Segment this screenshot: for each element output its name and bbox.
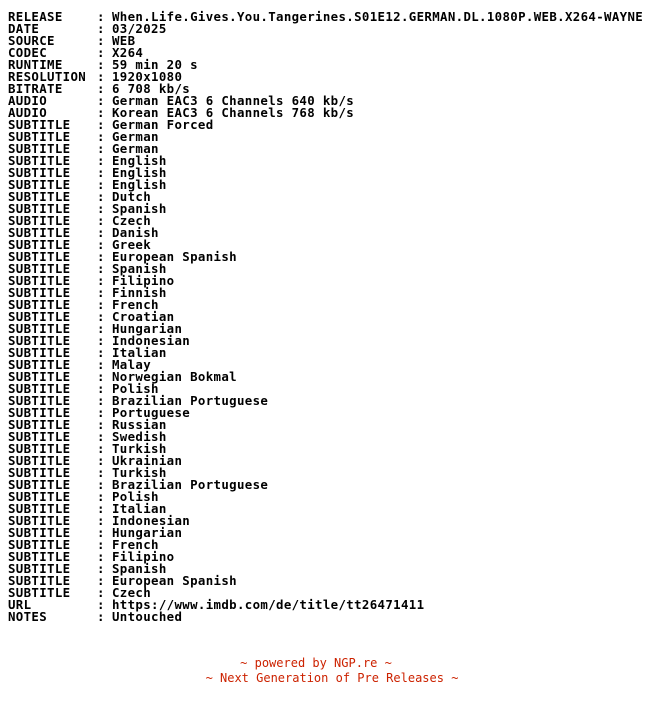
nfo-row-separator: : xyxy=(97,465,105,480)
nfo-row-value: German EAC3 6 Channels 640 kb/s xyxy=(112,93,355,108)
nfo-row-separator: : xyxy=(97,525,105,540)
nfo-row-separator: : xyxy=(97,69,105,84)
nfo-row-separator: : xyxy=(97,9,105,24)
nfo-row-key: SUBTITLE xyxy=(8,441,71,456)
nfo-row-value: 1920x1080 xyxy=(112,69,183,84)
nfo-row-value: German xyxy=(112,129,159,144)
nfo-row-separator: : xyxy=(97,285,105,300)
footer-tagline: ~ Next Generation of Pre Releases ~ xyxy=(205,671,459,685)
nfo-row-key: SUBTITLE xyxy=(8,465,71,480)
nfo-row-separator: : xyxy=(97,369,105,384)
footer-powered-by: ~ powered by NGP.re ~ xyxy=(240,656,392,670)
nfo-row-key: SUBTITLE xyxy=(8,381,71,396)
nfo-row-separator: : xyxy=(97,357,105,372)
nfo-row-key: SUBTITLE xyxy=(8,213,71,228)
nfo-row-separator: : xyxy=(97,177,105,192)
nfo-row-key: SUBTITLE xyxy=(8,285,71,300)
nfo-row-separator: : xyxy=(97,309,105,324)
nfo-row-key: SUBTITLE xyxy=(8,153,71,168)
nfo-row-key: SUBTITLE xyxy=(8,357,71,372)
nfo-row-key: SUBTITLE xyxy=(8,165,71,180)
nfo-row-key: SUBTITLE xyxy=(8,189,71,204)
nfo-row-separator: : xyxy=(97,117,105,132)
nfo-row-value: Italian xyxy=(112,501,167,516)
nfo-row-separator: : xyxy=(97,345,105,360)
nfo-row-key: BITRATE xyxy=(8,81,63,96)
nfo-row-key: SUBTITLE xyxy=(8,333,71,348)
nfo-row-separator: : xyxy=(97,297,105,312)
nfo-row-key: SUBTITLE xyxy=(8,585,71,600)
nfo-row-value: Greek xyxy=(112,237,152,252)
nfo-row-value: Filipino xyxy=(112,549,175,564)
nfo-row-separator: : xyxy=(97,609,105,624)
nfo-row-separator: : xyxy=(97,393,105,408)
nfo-row-key: SUBTITLE xyxy=(8,393,71,408)
nfo-row-value: Czech xyxy=(112,585,152,600)
nfo-row-value: Polish xyxy=(112,489,159,504)
nfo-row-value: X264 xyxy=(112,45,144,60)
nfo-row-value: WEB xyxy=(112,33,136,48)
nfo-row-separator: : xyxy=(97,429,105,444)
nfo-row-separator: : xyxy=(97,93,105,108)
nfo-row-separator: : xyxy=(97,573,105,588)
nfo-row-key: SUBTITLE xyxy=(8,249,71,264)
nfo-row-separator: : xyxy=(97,105,105,120)
nfo-row-key: SUBTITLE xyxy=(8,129,71,144)
nfo-row-value: Danish xyxy=(112,225,159,240)
nfo-row-separator: : xyxy=(97,273,105,288)
nfo-row-value: English xyxy=(112,153,167,168)
nfo-row-value: English xyxy=(112,165,167,180)
nfo-row-key: SUBTITLE xyxy=(8,417,71,432)
nfo-row-value: Korean EAC3 6 Channels 768 kb/s xyxy=(112,105,355,120)
nfo-row-separator: : xyxy=(97,381,105,396)
nfo-row-separator: : xyxy=(97,501,105,516)
nfo-row-value: 03/2025 xyxy=(112,21,167,36)
nfo-row-value: French xyxy=(112,297,159,312)
nfo-row-separator: : xyxy=(97,189,105,204)
nfo-row-separator: : xyxy=(97,333,105,348)
nfo-row-key: SUBTITLE xyxy=(8,477,71,492)
nfo-row-separator: : xyxy=(97,585,105,600)
nfo-row-value: Turkish xyxy=(112,465,167,480)
nfo-row-separator: : xyxy=(97,489,105,504)
nfo-row-value: European Spanish xyxy=(112,249,237,264)
nfo-row-value: Polish xyxy=(112,381,159,396)
nfo-row-key: SUBTITLE xyxy=(8,177,71,192)
nfo-row-value: Filipino xyxy=(112,273,175,288)
nfo-row-key: SUBTITLE xyxy=(8,297,71,312)
nfo-row-separator: : xyxy=(97,321,105,336)
nfo-row-separator: : xyxy=(97,153,105,168)
nfo-row-value: Brazilian Portuguese xyxy=(112,393,269,408)
nfo-row-value: Untouched xyxy=(112,609,183,624)
nfo-row-key: AUDIO xyxy=(8,105,48,120)
nfo-row-separator: : xyxy=(97,33,105,48)
nfo-row-key: SUBTITLE xyxy=(8,501,71,516)
nfo-row-key: RUNTIME xyxy=(8,57,63,72)
nfo-row-key: SUBTITLE xyxy=(8,201,71,216)
nfo-row-value: Czech xyxy=(112,213,152,228)
nfo-row-key: SUBTITLE xyxy=(8,513,71,528)
nfo-row-separator: : xyxy=(97,549,105,564)
nfo-row-key: SUBTITLE xyxy=(8,261,71,276)
nfo-row-value: Norwegian Bokmal xyxy=(112,369,237,384)
nfo-row-separator: : xyxy=(97,81,105,96)
nfo-row-key: SUBTITLE xyxy=(8,573,71,588)
nfo-row-key: SUBTITLE xyxy=(8,141,71,156)
nfo-row-key: SUBTITLE xyxy=(8,321,71,336)
nfo-row-separator: : xyxy=(97,213,105,228)
nfo-row-key: SUBTITLE xyxy=(8,429,71,444)
nfo-row-value: Spanish xyxy=(112,561,167,576)
nfo-row-value: Indonesian xyxy=(112,333,191,348)
nfo-row-key: SUBTITLE xyxy=(8,549,71,564)
nfo-row-value: 6 708 kb/s xyxy=(112,81,191,96)
nfo-row-value: When.Life.Gives.You.Tangerines.S01E12.GERMAN.DL.1080P.WEB.X264-WAYNE xyxy=(112,9,644,24)
nfo-row-value: Hungarian xyxy=(112,525,183,540)
nfo-row-value: French xyxy=(112,537,159,552)
nfo-row-separator: : xyxy=(97,141,105,156)
nfo-row-separator: : xyxy=(97,405,105,420)
nfo-row-separator: : xyxy=(97,165,105,180)
nfo-row-value: Dutch xyxy=(112,189,152,204)
nfo-row-value: Finnish xyxy=(112,285,167,300)
nfo-row-value: 59 min 20 s xyxy=(112,57,198,72)
nfo-row-key: CODEC xyxy=(8,45,48,60)
nfo-row-separator: : xyxy=(97,453,105,468)
nfo-row-key: RESOLUTION xyxy=(8,69,87,84)
nfo-row-separator: : xyxy=(97,201,105,216)
nfo-row-separator: : xyxy=(97,441,105,456)
nfo-row-value: Spanish xyxy=(112,261,167,276)
nfo-row-separator: : xyxy=(97,57,105,72)
nfo-row-separator: : xyxy=(97,561,105,576)
nfo-row-key: SUBTITLE xyxy=(8,273,71,288)
nfo-row-value: Malay xyxy=(112,357,152,372)
nfo-row-value: Ukrainian xyxy=(112,453,183,468)
nfo-row-key: DATE xyxy=(8,21,40,36)
nfo-row-value: Spanish xyxy=(112,201,167,216)
nfo-row-separator: : xyxy=(97,513,105,528)
nfo-row-key: SUBTITLE xyxy=(8,345,71,360)
nfo-row-key: SUBTITLE xyxy=(8,225,71,240)
nfo-text-block xyxy=(8,11,643,623)
nfo-row-value: Croatian xyxy=(112,309,175,324)
nfo-row-value: European Spanish xyxy=(112,573,237,588)
nfo-row-value: https://www.imdb.com/de/title/tt26471411 xyxy=(112,597,425,612)
nfo-row-separator: : xyxy=(97,129,105,144)
nfo-row-key: SUBTITLE xyxy=(8,405,71,420)
nfo-row-value: Brazilian Portuguese xyxy=(112,477,269,492)
nfo-row xyxy=(8,611,643,623)
nfo-row-value: Hungarian xyxy=(112,321,183,336)
nfo-row-key: SUBTITLE xyxy=(8,453,71,468)
nfo-row-key: SUBTITLE xyxy=(8,537,71,552)
nfo-row-key: SUBTITLE xyxy=(8,309,71,324)
nfo-row-value: German xyxy=(112,141,159,156)
nfo-row-value: German Forced xyxy=(112,117,214,132)
nfo-row-separator: : xyxy=(97,417,105,432)
nfo-row-key: SUBTITLE xyxy=(8,525,71,540)
nfo-row-key: SUBTITLE xyxy=(8,117,71,132)
nfo-row-value: English xyxy=(112,177,167,192)
nfo-row-key: SOURCE xyxy=(8,33,55,48)
nfo-row-key: NOTES xyxy=(8,609,48,624)
nfo-row-separator: : xyxy=(97,249,105,264)
nfo-row-separator: : xyxy=(97,261,105,276)
nfo-row-key: SUBTITLE xyxy=(8,489,71,504)
nfo-row-separator: : xyxy=(97,597,105,612)
nfo-row-key: SUBTITLE xyxy=(8,237,71,252)
nfo-row-value: Italian xyxy=(112,345,167,360)
nfo-row-key: SUBTITLE xyxy=(8,369,71,384)
nfo-row-separator: : xyxy=(97,21,105,36)
nfo-row-key: SUBTITLE xyxy=(8,561,71,576)
nfo-row-key: AUDIO xyxy=(8,93,48,108)
nfo-row-separator: : xyxy=(97,237,105,252)
nfo-row-separator: : xyxy=(97,537,105,552)
nfo-row-separator: : xyxy=(97,477,105,492)
nfo-row-value: Russian xyxy=(112,417,167,432)
nfo-row-key: URL xyxy=(8,597,32,612)
nfo-row-value: Turkish xyxy=(112,441,167,456)
nfo-row-separator: : xyxy=(97,225,105,240)
nfo-row-key: RELEASE xyxy=(8,9,63,24)
nfo-row-value: Portuguese xyxy=(112,405,191,420)
nfo-row-separator: : xyxy=(97,45,105,60)
nfo-row-value: Indonesian xyxy=(112,513,191,528)
nfo-row-value: Swedish xyxy=(112,429,167,444)
